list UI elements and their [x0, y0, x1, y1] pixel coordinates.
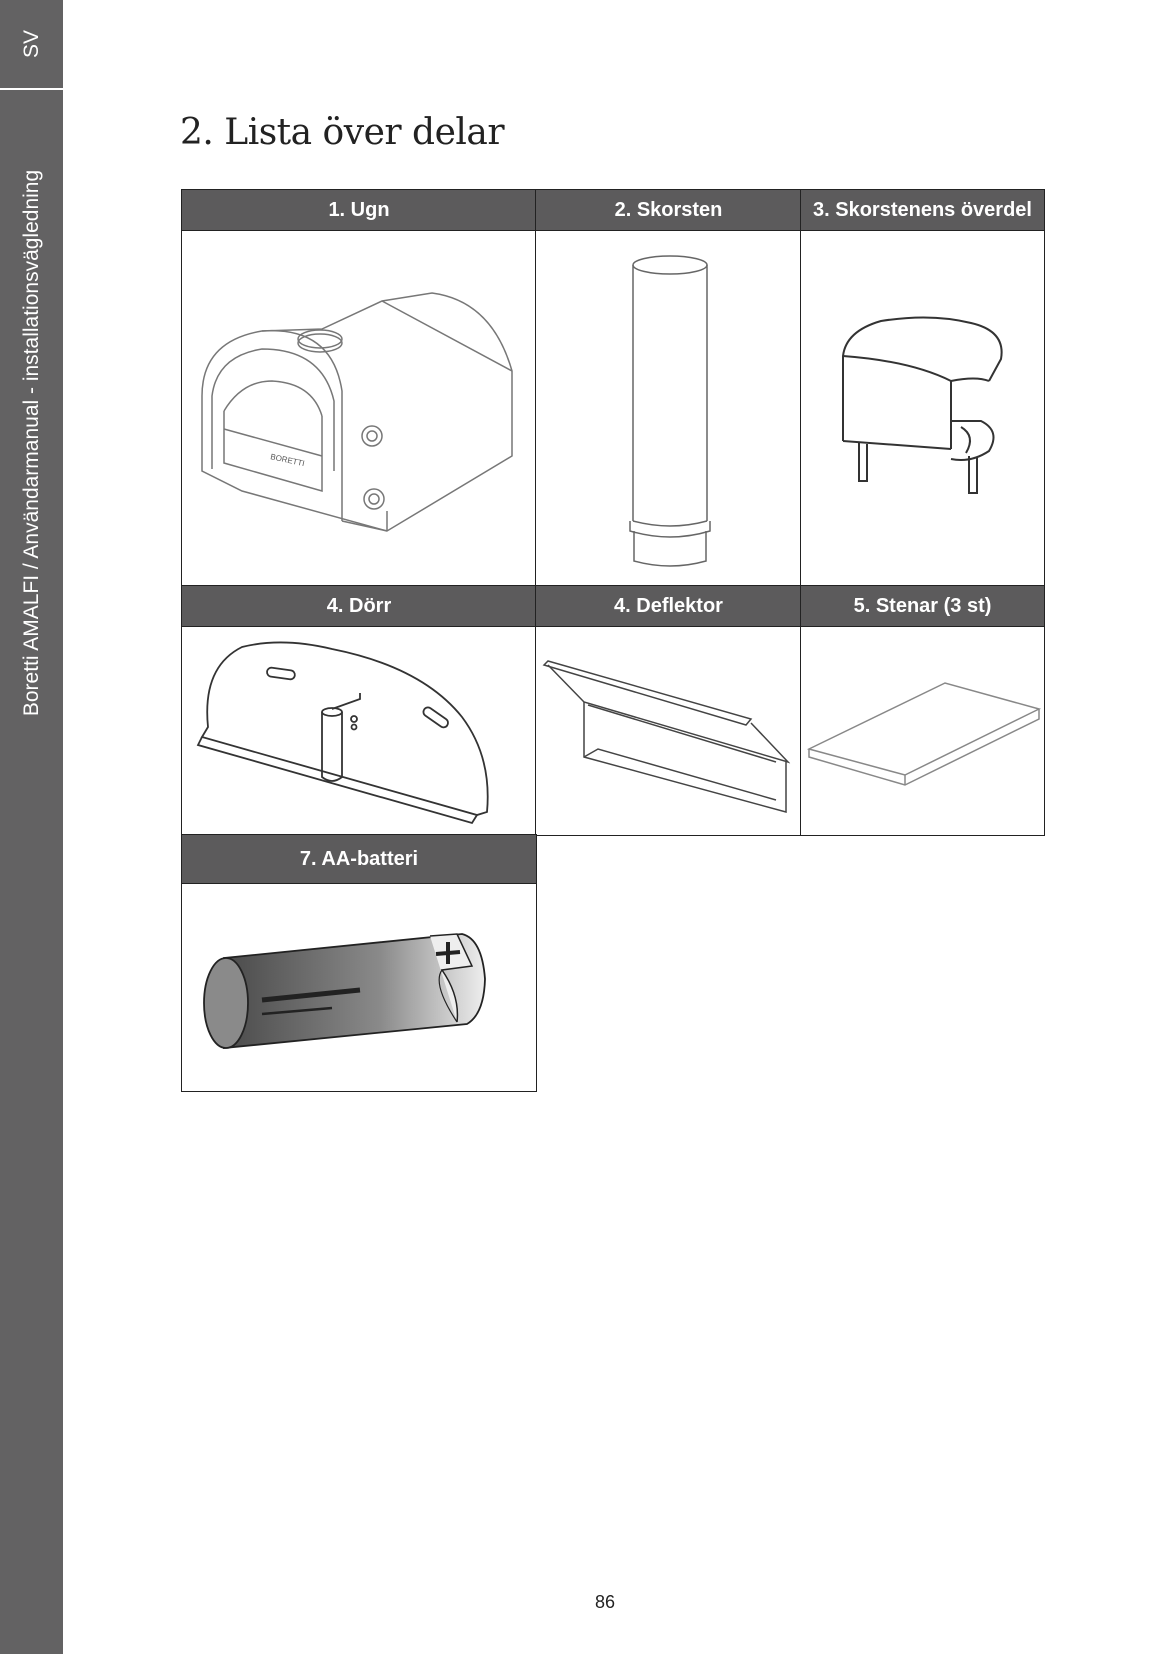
language-tab [0, 0, 63, 88]
oven-icon [182, 231, 538, 588]
part-header-battery: 7. AA-batteri [181, 834, 537, 885]
part-header-chimney-top: 3. Skorstenens överdel [800, 189, 1045, 232]
part-cell-chimney [535, 230, 802, 587]
part-header-stones: 5. Stenar (3 st) [800, 585, 1045, 628]
part-cell-door [181, 626, 537, 836]
deflector-icon [536, 627, 803, 837]
part-cell-oven [181, 230, 537, 587]
part-header-oven: 1. Ugn [181, 189, 537, 232]
part-cell-battery [181, 883, 537, 1092]
stone-icon [801, 627, 1046, 837]
part-header-deflector: 4. Deflektor [535, 585, 802, 628]
part-header-chimney: 2. Skorsten [535, 189, 802, 232]
chimney-top-icon [801, 231, 1046, 588]
sidebar-divider [0, 88, 63, 90]
svg-text:BORETTI: BORETTI [269, 452, 306, 469]
part-cell-chimney-top [800, 230, 1045, 587]
sidebar-title: Boretti AMALFI / Användarmanual - installationsvägledning [20, 169, 43, 717]
chimney-icon [536, 231, 803, 588]
part-header-door: 4. Dörr [181, 585, 537, 628]
page-number: 86 [594, 1592, 616, 1612]
part-cell-deflector [535, 626, 802, 836]
sidebar [0, 0, 63, 1654]
page-title: 2. Lista över delar [180, 112, 505, 153]
part-cell-stones [800, 626, 1045, 836]
battery-icon [182, 884, 538, 1093]
door-icon [182, 627, 538, 837]
language-label: SV [20, 29, 43, 59]
